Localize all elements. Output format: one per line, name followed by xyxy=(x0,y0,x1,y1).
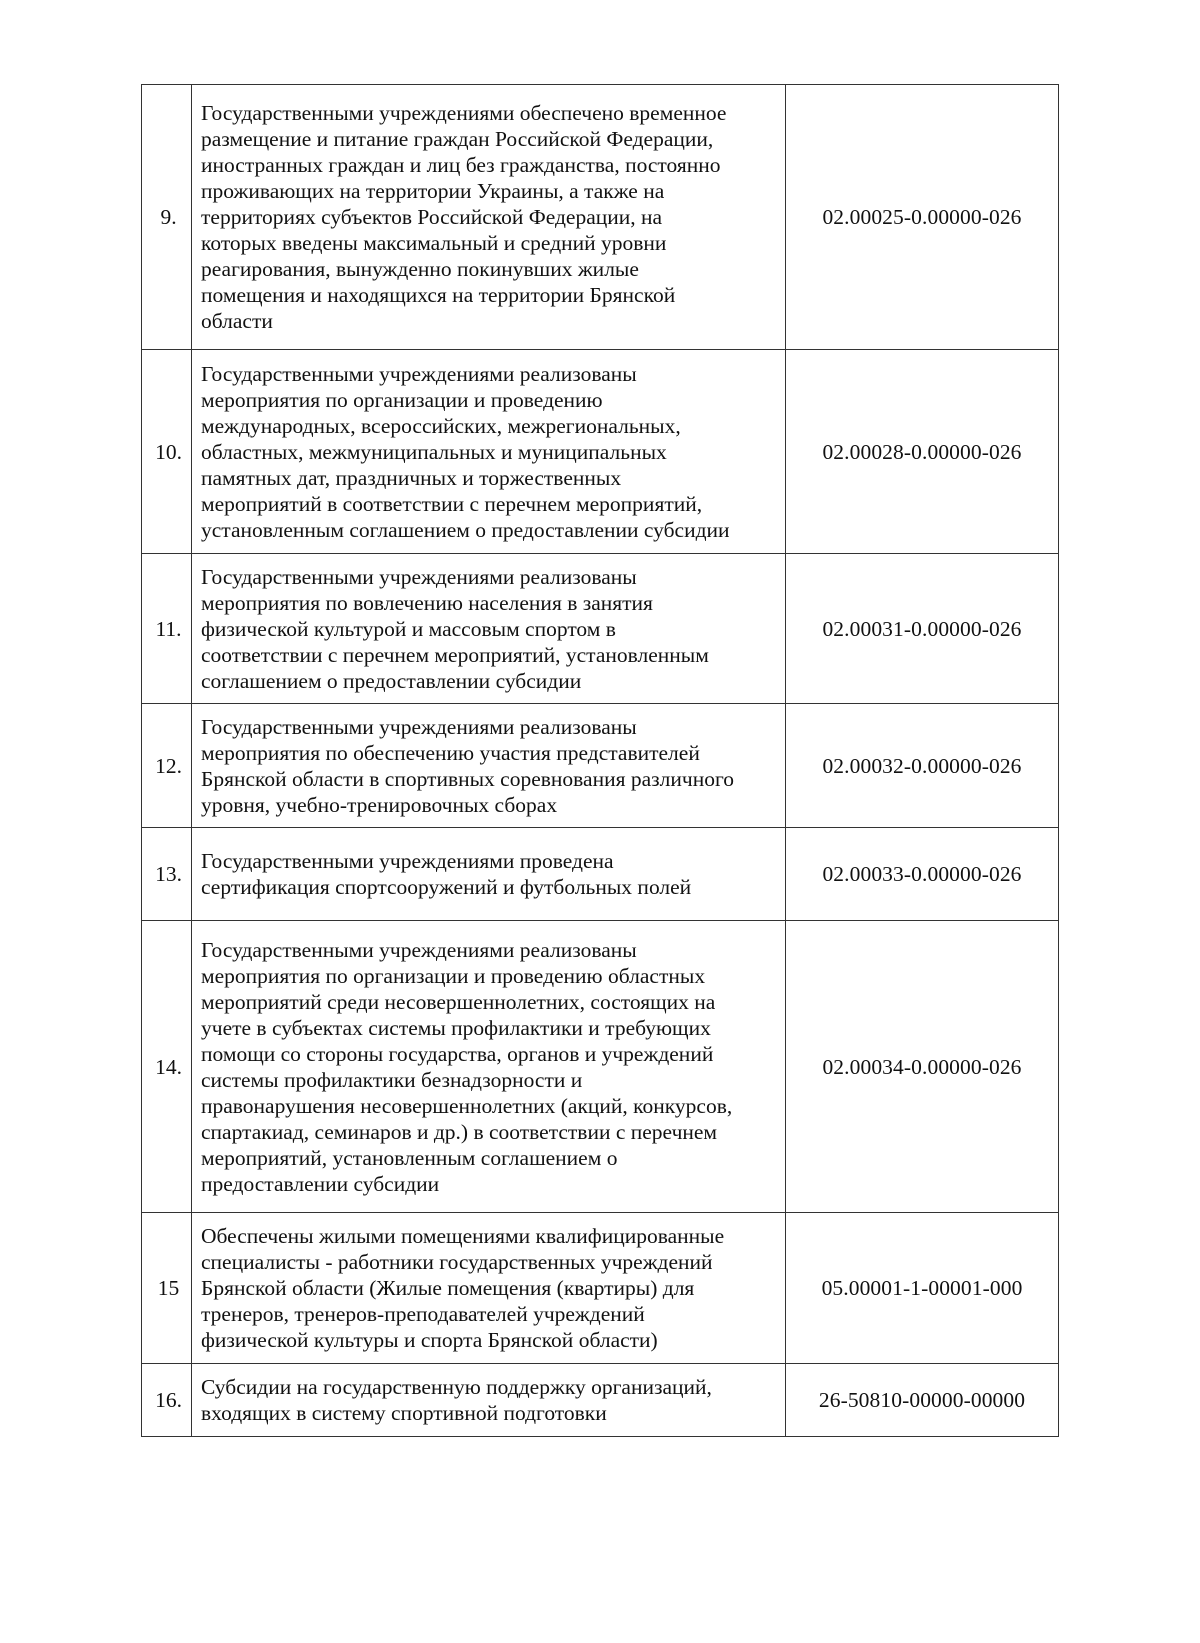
row-number: 14. xyxy=(142,921,192,1213)
row-number: 10. xyxy=(142,350,192,554)
row-description: Государственными учреждениями реализованы мероприятия по организации и проведению областных мероприятий среди несовершеннолетних, состоящих на учете в субъектах системы профилактики и требующих помощи со стороны государства, органов и учреждений системы профилактики безнадзорности и правонарушения несовершеннолетних (акций, конкурсов, спартакиад, семинаров и др.) в соответствии с перечнем мероприятий, установленным соглашением о предоставлении субсидии xyxy=(192,921,786,1213)
row-number: 16. xyxy=(142,1364,192,1437)
table-row xyxy=(142,1364,1059,1437)
row-description: Государственными учреждениями проведена сертификация спортсооружений и футбольных полей xyxy=(192,828,786,921)
row-code: 02.00034-0.00000-026 xyxy=(786,921,1059,1213)
row-code: 02.00025-0.00000-026 xyxy=(786,85,1059,350)
row-number: 13. xyxy=(142,828,192,921)
row-code: 02.00032-0.00000-026 xyxy=(786,704,1059,828)
row-description: Государственными учреждениями обеспечено временное размещение и питание граждан Российской Федерации, иностранных граждан и лиц без гражданства, постоянно проживающих на территории Украины, а также на территориях субъектов Российской Федерации, на которых введены максимальный и средний уровни реагирования, вынужденно покинувших жилые помещения и находящихся на территории Брянской области xyxy=(192,85,786,350)
table-row xyxy=(142,921,1059,1213)
row-description: Государственными учреждениями реализованы мероприятия по организации и проведению международных, всероссийских, межрегиональных, областных, межмуниципальных и муниципальных памятных дат, праздничных и торжественных мероприятий в соответствии с перечнем мероприятий, установленным соглашением о предоставлении субсидии xyxy=(192,350,786,554)
row-number: 11. xyxy=(142,554,192,704)
row-number: 9. xyxy=(142,85,192,350)
table-row xyxy=(142,704,1059,828)
table-row xyxy=(142,554,1059,704)
row-code: 26-50810-00000-00000 xyxy=(786,1364,1059,1437)
row-description: Государственными учреждениями реализованы мероприятия по обеспечению участия представителей Брянской области в спортивных соревнования различного уровня, учебно-тренировочных сборах xyxy=(192,704,786,828)
table-row xyxy=(142,350,1059,554)
row-description: Субсидии на государственную поддержку организаций, входящих в систему спортивной подготовки xyxy=(192,1364,786,1437)
subsidy-table xyxy=(141,84,1059,1437)
row-description: Обеспечены жилыми помещениями квалифицированные специалисты - работники государственных учреждений Брянской области (Жилые помещения (квартиры) для тренеров, тренеров-преподавателей учреждений физической культуры и спорта Брянской области) xyxy=(192,1213,786,1364)
row-code: 05.00001-1-00001-000 xyxy=(786,1213,1059,1364)
row-code: 02.00028-0.00000-026 xyxy=(786,350,1059,554)
table-row xyxy=(142,85,1059,350)
row-number: 12. xyxy=(142,704,192,828)
row-number: 15 xyxy=(142,1213,192,1364)
row-description: Государственными учреждениями реализованы мероприятия по вовлечению населения в занятия физической культурой и массовым спортом в соответствии с перечнем мероприятий, установленным соглашением о предоставлении субсидии xyxy=(192,554,786,704)
table-row xyxy=(142,828,1059,921)
row-code: 02.00033-0.00000-026 xyxy=(786,828,1059,921)
table-row xyxy=(142,1213,1059,1364)
row-code: 02.00031-0.00000-026 xyxy=(786,554,1059,704)
